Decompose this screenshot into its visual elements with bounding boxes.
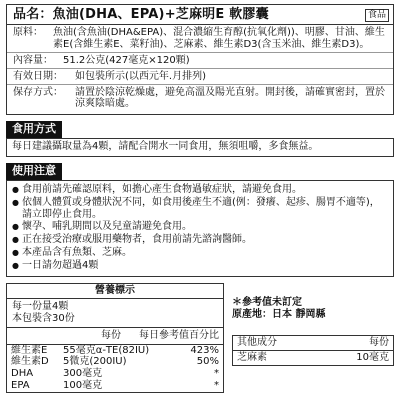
usage-body <box>6 138 394 157</box>
side-info <box>228 283 394 392</box>
other-head-label: 其他成分 <box>237 337 277 349</box>
other-value: 10毫克 <box>356 351 389 363</box>
content-label: 內容量： <box>13 54 53 66</box>
table-row <box>233 351 393 365</box>
list-item: ● 一日請勿超過4顆 <box>12 260 99 272</box>
table-row: 維生素E 55毫克α-TE(82IU) 423% <box>11 344 219 356</box>
bullet-icon: ● <box>12 261 19 271</box>
storage-row <box>7 84 393 111</box>
ingredients-label: 原料： <box>13 27 43 39</box>
caution-list <box>12 184 388 273</box>
other-item: 芝麻素 <box>237 351 267 363</box>
caution-body <box>6 180 394 278</box>
origin-text: 原產地：日本 靜岡縣 <box>232 309 326 321</box>
serving-size: 每一份量4顆 <box>12 301 69 313</box>
col-daily-ref: 每日參考值百分比 <box>139 329 219 341</box>
nutrition-table <box>6 283 224 392</box>
table-row: 維生素D 5微克(200IU) 50% <box>11 356 219 368</box>
caution-heading: 使用注意 <box>6 163 62 180</box>
ingredients-text: 魚油(含魚油(DHA&EPA)、混合濃縮生育醇(抗氧化劑))、明膠、甘油、維生素E(含維生素E、菜籽油)、芝麻素、維生素D3(含玉米油、維生素D3)。 <box>53 27 385 51</box>
ingredients-row <box>13 27 387 51</box>
bullet-icon: ● <box>12 222 19 232</box>
usage-text: 每日建議攝取量為4顆，請配合開水一同食用，無須咀嚼，多食無益。 <box>12 141 319 153</box>
bullet-icon: ● <box>12 197 19 207</box>
nutrition-header <box>7 328 223 345</box>
expiry-row <box>7 68 393 83</box>
col-per-serving: 每份 <box>101 329 121 341</box>
list-item: ● 本產品含有魚類、芝麻。 <box>12 247 132 259</box>
bullet-icon: ● <box>12 235 19 245</box>
label-page <box>6 4 394 393</box>
table-row: DHA 300毫克 * <box>11 368 219 380</box>
list-item: ● 食用前請先確認原料，如擔心產生食物過敏症狀，請避免食用。 <box>12 183 302 195</box>
table-row: EPA 100毫克 * <box>11 380 219 392</box>
other-ingredients-table <box>232 335 394 366</box>
product-title: 品名：魚油(DHA、EPA)+芝麻明E 軟膠囊 <box>13 7 269 22</box>
food-tag: 食品 <box>365 9 389 22</box>
serving-info <box>7 299 223 328</box>
storage-label: 保存方式： <box>13 86 63 98</box>
content-text: 51.2公克(427毫克×120顆) <box>63 54 190 66</box>
content-row <box>7 52 393 67</box>
other-head-unit: 每份 <box>369 337 389 349</box>
bullet-icon: ● <box>12 248 19 258</box>
list-item: ● 依個人體質或身體狀況不同，如食用後產生不適(例：發癢、起疹、腸胃不適等)，請立即停止食用。 <box>12 196 380 220</box>
storage-text: 請置於陰涼乾燥處，避免高溫及陽光直射。開封後，請確實密封，置於涼爽陰暗處。 <box>75 86 385 110</box>
servings-per-pack: 本包裝含30份 <box>12 313 75 325</box>
bullet-icon: ● <box>12 184 19 194</box>
expiry-label: 有效日期： <box>13 70 63 82</box>
reference-note: ＊參考值未訂定 <box>232 297 302 309</box>
product-info-box <box>6 4 394 115</box>
other-header <box>233 336 393 351</box>
title-row <box>7 7 393 25</box>
nutrition-area <box>6 283 394 392</box>
nutrition-title: 營養標示 <box>7 284 223 299</box>
list-item: ● 懷孕、哺乳期間以及兒童請避免食用。 <box>12 221 192 233</box>
list-item: ● 正在接受治療或服用藥物者，食用前請先諮詢醫師。 <box>12 234 252 246</box>
usage-heading: 食用方式 <box>6 121 62 138</box>
expiry-text: 如包裝所示(以西元年.月排列) <box>75 70 206 82</box>
